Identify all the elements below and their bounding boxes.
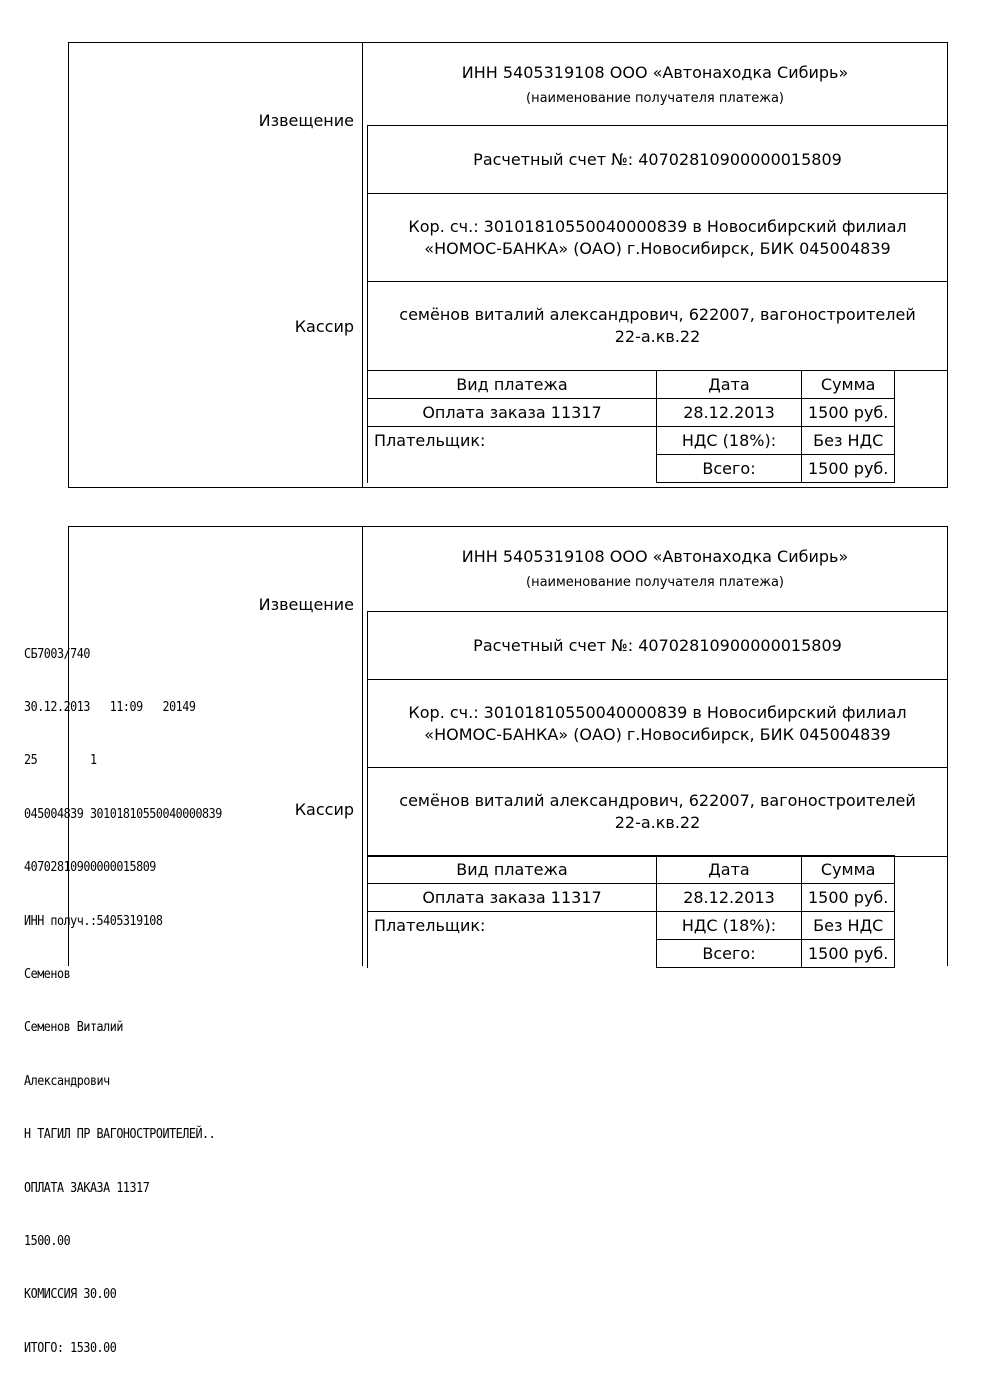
- amount-cell: 1500 руб.: [802, 399, 895, 427]
- header-date: Дата: [657, 371, 802, 399]
- receipt-line: ИТОГО: 1530.00: [24, 1340, 117, 1356]
- receipt-line: Н ТАГИЛ ПР ВАГОНОСТРОИТЕЛЕЙ..: [24, 1127, 216, 1143]
- payment-table: [367, 370, 895, 483]
- corr-account-line2: «НОМОС-БАНКА» (ОАО) г.Новосибирск, БИК 045004839: [424, 724, 891, 744]
- bank-receipt-stamp: [24, 610, 222, 1375]
- notice-label: Извещение: [258, 111, 354, 130]
- total-label-cell: Всего:: [657, 940, 802, 968]
- receipt-line: Александрович: [24, 1073, 110, 1089]
- payer-row: [368, 282, 947, 370]
- details-column: [363, 527, 947, 966]
- receipt-line: КОМИССИЯ 30.00: [24, 1287, 117, 1303]
- notice-label: Извещение: [258, 595, 354, 614]
- total-value-cell: 1500 руб.: [802, 455, 895, 483]
- table-row: [368, 912, 895, 940]
- recipient-caption: (наименование получателя платежа): [526, 91, 784, 106]
- account-number: Расчетный счет №: 40702810900000015809: [473, 635, 842, 655]
- vat-value-cell: Без НДС: [802, 912, 895, 940]
- corr-account-row: [368, 194, 947, 282]
- details-column: [363, 43, 947, 487]
- bank-details-box: [367, 611, 947, 857]
- payment-type-cell: Оплата заказа 11317: [368, 399, 657, 427]
- receipt-line: 045004839 30101810550040000839: [24, 806, 222, 822]
- total-label-cell: Всего:: [657, 455, 802, 483]
- payment-notice-form-1: [68, 42, 948, 488]
- receipt-line: 25 1: [24, 753, 97, 769]
- cashier-label: Кассир: [294, 317, 354, 336]
- payer-label-cell: Плательщик:: [368, 427, 657, 483]
- recipient-caption: (наименование получателя платежа): [526, 575, 784, 590]
- header-date: Дата: [657, 856, 802, 884]
- receipt-line: 1500.00: [24, 1233, 71, 1249]
- corr-account-row: [368, 680, 947, 768]
- receipt-line: Семенов Виталий: [24, 1020, 123, 1036]
- bank-details-box: [367, 125, 947, 371]
- vat-label-cell: НДС (18%):: [657, 427, 802, 455]
- cashier-label: Кассир: [294, 800, 354, 819]
- corr-account-line1: Кор. сч.: 30101810550040000839 в Новосибирский филиал: [408, 702, 907, 722]
- payment-table: [367, 855, 895, 968]
- corr-account-line1: Кор. сч.: 30101810550040000839 в Новосибирский филиал: [408, 216, 907, 236]
- payer-row: [368, 768, 947, 856]
- receipt-line: 40702810900000015809: [24, 860, 156, 876]
- corr-account-line2: «НОМОС-БАНКА» (ОАО) г.Новосибирск, БИК 045004839: [424, 238, 891, 258]
- receipt-line: Семенов: [24, 966, 71, 982]
- stub-column: [69, 43, 363, 487]
- header-payment-type: Вид платежа: [368, 371, 657, 399]
- account-row: [368, 126, 947, 194]
- account-number: Расчетный счет №: 40702810900000015809: [473, 149, 842, 169]
- receipt-line: ОПЛАТА ЗАКАЗА 11317: [24, 1180, 150, 1196]
- vat-value-cell: Без НДС: [802, 427, 895, 455]
- header-payment-type: Вид платежа: [368, 856, 657, 884]
- payer-line1: семёнов виталий александрович, 622007, вагоностроителей: [399, 305, 916, 324]
- account-row: [368, 612, 947, 680]
- table-header-row: [368, 371, 895, 399]
- payer-line1: семёнов виталий александрович, 622007, вагоностроителей: [399, 791, 916, 810]
- payer-line2: 22-а.кв.22: [614, 813, 701, 832]
- table-row: [368, 884, 895, 912]
- total-value-cell: 1500 руб.: [802, 940, 895, 968]
- amount-cell: 1500 руб.: [802, 884, 895, 912]
- vat-label-cell: НДС (18%):: [657, 912, 802, 940]
- receipt-line: СБ7003/740: [24, 646, 90, 662]
- header-amount: Сумма: [802, 371, 895, 399]
- header-amount: Сумма: [802, 856, 895, 884]
- payer-label-cell: Плательщик:: [368, 912, 657, 968]
- table-row: [368, 399, 895, 427]
- receipt-line: 30.12.2013 11:09 20149: [24, 699, 196, 715]
- table-header-row: [368, 856, 895, 884]
- date-cell: 28.12.2013: [657, 399, 802, 427]
- date-cell: 28.12.2013: [657, 884, 802, 912]
- recipient-name: ИНН 5405319108 ООО «Автонаходка Сибирь»: [461, 547, 849, 566]
- receipt-line: ИНН получ.:5405319108: [24, 913, 163, 929]
- payer-line2: 22-а.кв.22: [614, 327, 701, 346]
- recipient-name: ИНН 5405319108 ООО «Автонаходка Сибирь»: [461, 63, 849, 82]
- payment-type-cell: Оплата заказа 11317: [368, 884, 657, 912]
- table-row: [368, 427, 895, 455]
